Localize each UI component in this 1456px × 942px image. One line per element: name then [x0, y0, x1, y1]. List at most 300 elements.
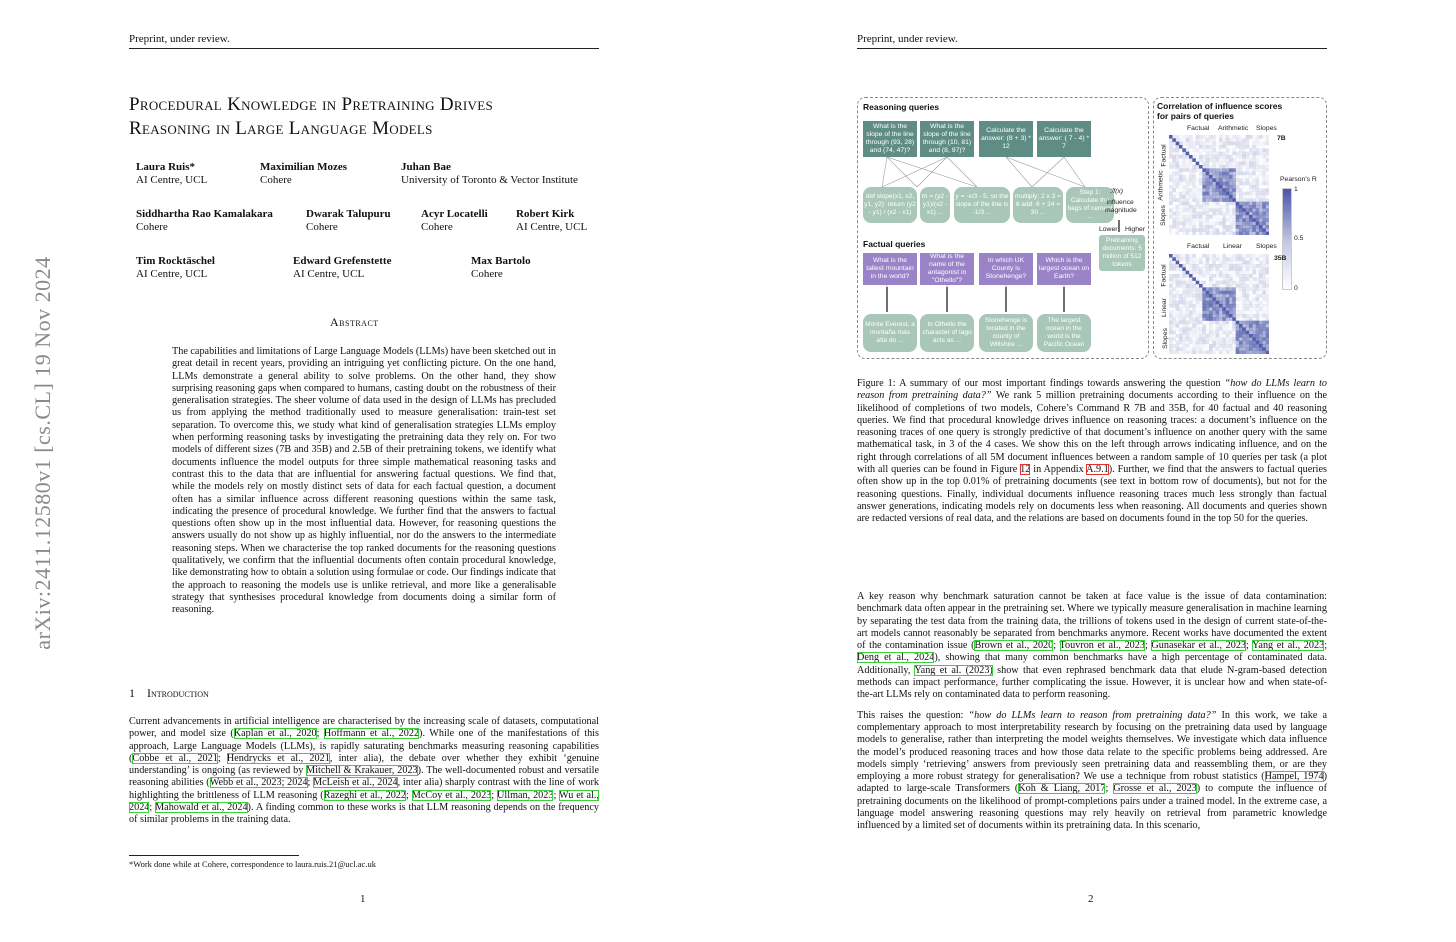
heatmap-cell: [1202, 225, 1206, 229]
heatmap-cell: [1176, 274, 1180, 278]
heatmap-cell: [1246, 175, 1250, 179]
heatmap-cell: [1199, 311, 1203, 315]
heatmap-cell: [1242, 138, 1246, 142]
heatmap-col-label: Slopes: [1256, 243, 1277, 250]
heatmap-cell: [1189, 307, 1193, 311]
heatmap-cell: [1246, 344, 1250, 348]
heatmap-cell: [1189, 218, 1193, 222]
heatmap-cell: [1216, 264, 1220, 268]
heatmap-cell: [1196, 198, 1200, 202]
heatmap-cell: [1239, 261, 1243, 265]
heatmap-cell: [1202, 142, 1206, 146]
heatmap-cell: [1176, 158, 1180, 162]
heatmap-cell: [1266, 145, 1269, 149]
heatmap-cell: [1189, 185, 1193, 189]
heatmap-cell: [1259, 178, 1263, 182]
heatmap-cell: [1262, 281, 1266, 285]
heatmap-cell: [1179, 182, 1183, 186]
heatmap-cell: [1199, 145, 1203, 149]
heatmap-cell: [1206, 142, 1210, 146]
heatmap-cell: [1262, 351, 1266, 354]
heatmap-cell: [1266, 228, 1269, 232]
heatmap-cell: [1259, 277, 1263, 281]
heatmap-cell: [1266, 232, 1269, 235]
heatmap-cell: [1236, 162, 1240, 166]
heatmap-cell: [1252, 208, 1256, 212]
heatmap-cell: [1226, 202, 1230, 206]
heatmap-cell: [1219, 347, 1223, 351]
heatmap-cell: [1209, 257, 1213, 261]
heatmap-cell: [1256, 142, 1260, 146]
heatmap-cell: [1242, 165, 1246, 169]
heatmap-cell: [1266, 257, 1269, 261]
heatmap-cell: [1229, 182, 1233, 186]
heatmap-cell: [1199, 225, 1203, 229]
heatmap-cell: [1222, 294, 1226, 298]
heatmap-cell: [1246, 195, 1250, 199]
heatmap-cell: [1266, 212, 1269, 216]
heatmap-cell: [1206, 321, 1210, 325]
heatmap-cell: [1202, 205, 1206, 209]
heatmap-cell: [1236, 284, 1240, 288]
heatmap-cell: [1232, 168, 1236, 172]
heatmap-cell: [1229, 317, 1233, 321]
citation-link[interactable]: Koh & Liang, 2017: [1018, 783, 1106, 795]
heatmap-cell: [1246, 228, 1250, 232]
citation-link[interactable]: Mitchell & Krakauer, 2023: [306, 765, 418, 777]
citation-link[interactable]: Ullman, 2023: [497, 789, 554, 801]
heatmap-cell: [1262, 182, 1266, 186]
heatmap-cell: [1232, 301, 1236, 305]
heatmap-cell: [1219, 264, 1223, 268]
citation-link[interactable]: Brown et al., 2020: [974, 640, 1054, 652]
heatmap-cell: [1212, 188, 1216, 192]
heatmap-cell: [1262, 317, 1266, 321]
citation-link[interactable]: Grosse et al., 2023: [1113, 783, 1197, 795]
heatmap-cell: [1186, 317, 1190, 321]
reasoning-doc: m = (y2 - y1)/(x2 - x1) ...: [920, 187, 950, 223]
heatmap-cell: [1172, 142, 1176, 146]
heatmap-cell: [1229, 264, 1233, 268]
heatmap-cell: [1242, 218, 1246, 222]
heatmap-cell: [1182, 314, 1186, 318]
heatmap-cell: [1259, 135, 1263, 139]
citation-link[interactable]: Hendrycks et al., 2021: [226, 752, 330, 764]
heatmap-cell: [1169, 297, 1173, 301]
heatmap-cell: [1186, 195, 1190, 199]
heatmap-cell: [1239, 267, 1243, 271]
heatmap-cell: [1196, 165, 1200, 169]
heatmap-cell: [1196, 274, 1200, 278]
heatmap-cell: [1199, 351, 1203, 354]
heatmap-cell: [1186, 277, 1190, 281]
citation-link[interactable]: Razeghi et al., 2022: [323, 789, 406, 801]
heatmap-cell: [1232, 304, 1236, 308]
appendix-ref-link[interactable]: A.9.1: [1086, 464, 1109, 476]
heatmap-cell: [1236, 281, 1240, 285]
heatmap-cell: [1222, 172, 1226, 176]
heatmap-cell: [1182, 162, 1186, 166]
heatmap-cell: [1219, 327, 1223, 331]
citation-link[interactable]: Kaplan et al., 2020: [233, 728, 317, 740]
citation-link[interactable]: Touvron et al., 2023: [1059, 640, 1145, 652]
heatmap-cell: [1242, 232, 1246, 235]
author: Juhan Bae University of Toronto & Vector Institute: [401, 161, 578, 186]
heatmap-cell: [1199, 307, 1203, 311]
heatmap-cell: [1212, 321, 1216, 325]
factual-query: In which UK County is Stonehenge?: [979, 253, 1033, 285]
heatmap-cell: [1229, 212, 1233, 216]
heatmap-cell: [1209, 331, 1213, 335]
heatmap-cell: [1259, 225, 1263, 229]
heatmap-cell: [1169, 291, 1173, 295]
heatmap-cell: [1219, 142, 1223, 146]
heatmap-cell: [1259, 162, 1263, 166]
factual-doc: In Othello the character of Iago acts as ...: [920, 314, 974, 352]
citation-link[interactable]: Yang et al. (2023): [914, 664, 993, 676]
arxiv-stamp: arXiv:2411.12580v1 [cs.CL] 19 Nov 2024: [30, 256, 55, 650]
heatmap-cell: [1192, 212, 1196, 216]
heatmap-cell: [1186, 327, 1190, 331]
heatmap-cell: [1192, 311, 1196, 315]
heatmap-cell: [1229, 232, 1233, 235]
heatmap-cell: [1222, 351, 1226, 354]
heatmap-cell: [1219, 311, 1223, 315]
heatmap-cell: [1256, 284, 1260, 288]
heatmap-cell: [1216, 347, 1220, 351]
heatmap-cell: [1199, 284, 1203, 288]
heatmap-cell: [1202, 301, 1206, 305]
heatmap-model-label: 7B: [1277, 135, 1286, 142]
heatmap-cell: [1212, 218, 1216, 222]
heatmap-cell: [1202, 188, 1206, 192]
heatmap-cell: [1182, 175, 1186, 179]
heatmap-cell: [1232, 145, 1236, 149]
heatmap-cell: [1172, 205, 1176, 209]
heatmap-cell: [1202, 331, 1206, 335]
heatmap-cell: [1179, 301, 1183, 305]
author: Tim Rocktäschel AI Centre, UCL: [136, 255, 215, 280]
heatmap-cell: [1169, 351, 1173, 354]
figure-caption: Figure 1: A summary of our most important findings towards answering the question “how do LLMs learn to reason from pretraining data?” We rank 5 million pretraining documents according to their influence on the likelihood of completions of two models, Cohere’s Command R 7B and 35B, for 40 factual and 40 reasoning queries. We find that procedural knowledge drives influence on reasoning traces: a document’s influence on the reasoning traces of one query is strongly predictive of that document’s influence on another query with the same mathematical task, in 3 of the 4 cases. We show this on the left through arrows indicating influence, and on the right through correlations of all 5M document influences between a random sample of 10 queries per task (a plot with all queries can be found in Figure 12 in Appendix A.9.1). Further, we find that the answers to factual queries often show up in the top 0.01% of pretraining documents (see text in bottom row of documents), but not for the reasoning questions. Finally, individual documents influence reasoning traces much less strongly than factual answer generations, indicating models rely on documents less when reasoning. All documents and queries shown are redacted versions of real data, and the relations are based on documents found in the top 50 for the queries.: [857, 378, 1328, 525]
heatmap-cell: [1192, 281, 1196, 285]
heatmap-cell: [1209, 158, 1213, 162]
heatmap-cell: [1186, 297, 1190, 301]
heatmap-cell: [1179, 274, 1183, 278]
heatmap-cell: [1182, 228, 1186, 232]
heatmap-cell: [1236, 208, 1240, 212]
heatmap-cell: [1186, 202, 1190, 206]
heatmap-cell: [1192, 172, 1196, 176]
heatmap-cell: [1262, 347, 1266, 351]
heatmap-cell: [1262, 274, 1266, 278]
heatmap-cell: [1169, 321, 1173, 325]
heatmap-cell: [1172, 254, 1176, 258]
heatmap-cell: [1189, 331, 1193, 335]
heatmap-cell: [1249, 138, 1253, 142]
heatmap-cell: [1169, 274, 1173, 278]
heatmap-cell: [1246, 294, 1250, 298]
heatmap-cell: [1192, 208, 1196, 212]
heatmap-cell: [1179, 215, 1183, 219]
heatmap-cell: [1189, 168, 1193, 172]
heatmap-cell: [1246, 208, 1250, 212]
heatmap-cell: [1169, 271, 1173, 275]
heatmap-cell: [1252, 152, 1256, 156]
heatmap-cell: [1259, 271, 1263, 275]
heatmap-cell: [1192, 192, 1196, 196]
heatmap-cell: [1239, 232, 1243, 235]
heatmap-cell: [1186, 261, 1190, 265]
heatmap-cell: [1209, 281, 1213, 285]
heatmap-cell: [1189, 212, 1193, 216]
citation-link[interactable]: Hoffmann et al., 2022: [323, 728, 420, 740]
heatmap-cell: [1169, 222, 1173, 226]
heatmap-cell: [1189, 267, 1193, 271]
heatmap-cell: [1236, 254, 1240, 258]
heatmap-cell: [1262, 314, 1266, 318]
heatmap-cell: [1262, 301, 1266, 305]
heatmap-cell: [1196, 304, 1200, 308]
heatmap-cell: [1229, 331, 1233, 335]
heatmap-cell: [1222, 188, 1226, 192]
heatmap-cell: [1199, 261, 1203, 265]
heatmap-cell: [1179, 331, 1183, 335]
heatmap-cell: [1186, 284, 1190, 288]
heatmap-cell: [1192, 277, 1196, 281]
heatmap-cell: [1229, 148, 1233, 152]
heatmap-cell: [1262, 215, 1266, 219]
heatmap-cell: [1259, 195, 1263, 199]
heatmap-cell: [1202, 172, 1206, 176]
heatmap-cell: [1262, 142, 1266, 146]
citation-link[interactable]: Deng et al., 2024: [857, 652, 935, 664]
heatmap-cell: [1199, 314, 1203, 318]
citation-link[interactable]: Mahowald et al., 2024: [155, 802, 248, 814]
heatmap-cell: [1179, 291, 1183, 295]
heatmap-cell: [1192, 135, 1196, 139]
heatmap-cell: [1229, 138, 1233, 142]
heatmap-cell: [1192, 261, 1196, 265]
heatmap-cell: [1172, 344, 1176, 348]
heatmap-cell: [1206, 218, 1210, 222]
heatmap-cell: [1186, 267, 1190, 271]
heatmap-cell: [1192, 344, 1196, 348]
heatmap-cell: [1176, 277, 1180, 281]
heatmap-cell: [1222, 198, 1226, 202]
heatmap-cell: [1212, 337, 1216, 341]
citation-link[interactable]: Webb et al., 2023; 2024: [209, 777, 308, 789]
heatmap-cell: [1266, 172, 1269, 176]
heatmap-cell: [1219, 222, 1223, 226]
heatmap-cell: [1209, 317, 1213, 321]
citation-link[interactable]: Gunasekar et al., 2023: [1151, 640, 1247, 652]
heatmap-cell: [1179, 168, 1183, 172]
heatmap-cell: [1172, 182, 1176, 186]
heatmap-cell: [1216, 158, 1220, 162]
citation-link[interactable]: McCoy et al., 2023: [411, 789, 492, 801]
heatmap-cell: [1259, 202, 1263, 206]
figure-ref-link[interactable]: 12: [1020, 464, 1031, 476]
heatmap-cell: [1189, 172, 1193, 176]
heatmap-cell: [1259, 351, 1263, 354]
heatmap-cell: [1182, 341, 1186, 345]
heatmap-cell: [1199, 264, 1203, 268]
heatmap-cell: [1176, 165, 1180, 169]
heatmap-cell: [1206, 178, 1210, 182]
heatmap-cell: [1182, 297, 1186, 301]
heatmap-cell: [1222, 344, 1226, 348]
heatmap-cell: [1196, 135, 1200, 139]
heatmap-cell: [1242, 168, 1246, 172]
heatmap-cell: [1202, 228, 1206, 232]
heatmap-cell: [1262, 175, 1266, 179]
heatmap-cell: [1199, 344, 1203, 348]
heatmap-cell: [1176, 162, 1180, 166]
heatmap-cell: [1232, 291, 1236, 295]
citation-link[interactable]: McLeish et al., 2024: [313, 777, 398, 789]
heatmap-cell: [1196, 208, 1200, 212]
heatmap-cell: [1236, 277, 1240, 281]
heatmap-cell: [1229, 198, 1233, 202]
heatmap-cell: [1259, 198, 1263, 202]
heatmap-cell: [1242, 225, 1246, 229]
heatmap-cell: [1196, 344, 1200, 348]
heatmap-cell: [1239, 271, 1243, 275]
heatmap-cell: [1206, 195, 1210, 199]
heatmap-cell: [1239, 175, 1243, 179]
heatmap-cell: [1236, 294, 1240, 298]
heatmap-cell: [1219, 155, 1223, 159]
heatmap-cell: [1216, 182, 1220, 186]
heatmap-cell: [1182, 148, 1186, 152]
heatmap-cell: [1182, 331, 1186, 335]
heatmap-cell: [1176, 138, 1180, 142]
citation-link[interactable]: Yang et al., 2023: [1252, 640, 1325, 652]
heatmap-cell: [1216, 218, 1220, 222]
heatmap-cell: [1179, 175, 1183, 179]
heatmap-cell: [1256, 188, 1260, 192]
heatmap-cell: [1222, 254, 1226, 258]
heatmap-cell: [1236, 334, 1240, 338]
heatmap-cell: [1186, 347, 1190, 351]
heatmap-cell: [1229, 225, 1233, 229]
heatmap-cell: [1182, 294, 1186, 298]
heatmap-cell: [1259, 172, 1263, 176]
heatmap-cell: [1196, 182, 1200, 186]
heatmap-cell: [1172, 294, 1176, 298]
pretraining-docs-label: Pretraining documents: 5 million of 512 tokens: [1099, 235, 1145, 271]
factual-query: What is the name of the antagonist in "Othello"?: [920, 253, 974, 285]
heatmap-cell: [1256, 314, 1260, 318]
heatmap-cell: [1249, 152, 1253, 156]
heatmap-cell: [1262, 267, 1266, 271]
heatmap-cell: [1252, 317, 1256, 321]
heatmap-cell: [1172, 324, 1176, 328]
heatmap-cell: [1252, 351, 1256, 354]
heatmap-cell: [1209, 324, 1213, 328]
heatmap-cell: [1212, 341, 1216, 345]
heatmap-cell: [1226, 188, 1230, 192]
heatmap-cell: [1219, 195, 1223, 199]
heatmap-cell: [1219, 341, 1223, 345]
citation-link[interactable]: Hampel, 1974: [1264, 771, 1324, 783]
heatmap-cell: [1246, 205, 1250, 209]
heatmap-cell: [1239, 198, 1243, 202]
heatmap-cell: [1252, 311, 1256, 315]
heatmap-cell: [1252, 254, 1256, 258]
heatmap-cell: [1176, 208, 1180, 212]
heatmap-cell: [1196, 152, 1200, 156]
heatmap-cell: [1199, 274, 1203, 278]
heatmap-cell: [1236, 142, 1240, 146]
heatmap-cell: [1219, 215, 1223, 219]
heatmap-cell: [1232, 178, 1236, 182]
heatmap-cell: [1222, 232, 1226, 235]
heatmap-cell: [1266, 175, 1269, 179]
heatmap-cell: [1252, 195, 1256, 199]
heatmap-cell: [1232, 277, 1236, 281]
heatmap-cell: [1226, 334, 1230, 338]
heatmap-cell: [1189, 264, 1193, 268]
heatmap-cell: [1196, 277, 1200, 281]
heatmap-cell: [1266, 341, 1269, 345]
heatmap-cell: [1196, 341, 1200, 345]
heatmap-cell: [1266, 168, 1269, 172]
heatmap-cell: [1212, 208, 1216, 212]
heatmap-cell: [1222, 218, 1226, 222]
heatmap-cell: [1182, 185, 1186, 189]
heatmap-cell: [1252, 271, 1256, 275]
heatmap-cell: [1259, 327, 1263, 331]
heatmap-cell: [1192, 142, 1196, 146]
heatmap-cell: [1216, 284, 1220, 288]
heatmap-cell: [1176, 135, 1180, 139]
heatmap-cell: [1256, 165, 1260, 169]
heatmap-cell: [1256, 138, 1260, 142]
heatmap-cell: [1172, 311, 1176, 315]
heatmap-cell: [1259, 284, 1263, 288]
heatmap-cell: [1172, 277, 1176, 281]
heatmap-cell: [1176, 317, 1180, 321]
heatmap-cell: [1189, 274, 1193, 278]
heatmap-cell: [1216, 331, 1220, 335]
heatmap-cell: [1226, 138, 1230, 142]
heatmap-cell: [1239, 314, 1243, 318]
heatmap-cell: [1202, 208, 1206, 212]
heatmap-cell: [1236, 347, 1240, 351]
heatmap-cell: [1239, 212, 1243, 216]
heatmap-cell: [1176, 337, 1180, 341]
heatmap-cell: [1232, 228, 1236, 232]
author: Laura Ruis* AI Centre, UCL: [136, 161, 208, 186]
heatmap-cell: [1259, 188, 1263, 192]
heatmap-cell: [1206, 185, 1210, 189]
heatmap-cell: [1242, 281, 1246, 285]
heatmap-cell: [1176, 232, 1180, 235]
heatmap-row-label: Slopes: [1161, 328, 1169, 349]
citation-link[interactable]: Wu et al., 2024: [129, 789, 599, 814]
heatmap-cell: [1239, 158, 1243, 162]
heatmap-cell: [1262, 225, 1266, 229]
heatmap-cell: [1219, 185, 1223, 189]
heatmap-cell: [1222, 228, 1226, 232]
heatmap-cell: [1182, 202, 1186, 206]
citation-link[interactable]: Cobbe et al., 2021: [132, 752, 218, 764]
heatmap-cell: [1246, 311, 1250, 315]
heatmap-cell: [1212, 297, 1216, 301]
heatmap-cell: [1189, 175, 1193, 179]
